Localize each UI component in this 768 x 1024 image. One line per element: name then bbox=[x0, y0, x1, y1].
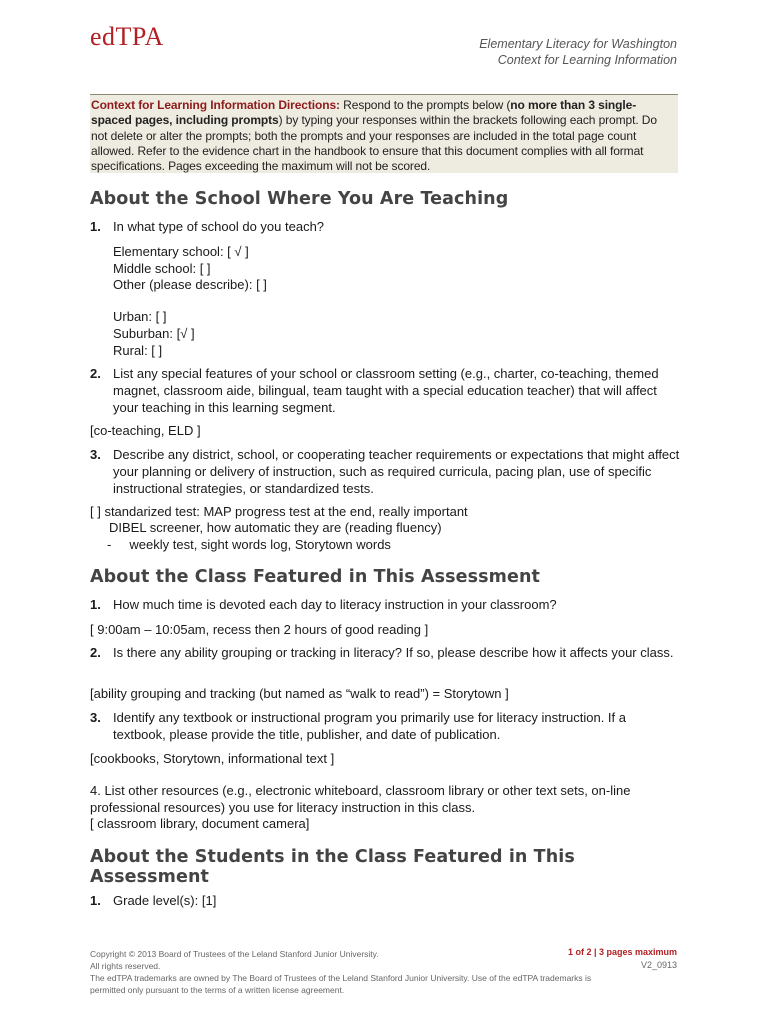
version-label: V2_0913 bbox=[640, 960, 677, 970]
footer-copyright-line-1: Copyright © 2013 Board of Trustees of the Leland Stanford Junior University. bbox=[90, 949, 379, 959]
setting-urban: Urban: [ ] bbox=[113, 309, 167, 324]
footer-trademark-line-1: The edTPA trademarks are owned by The Board of Trustees of the Leland Stanford Junior University. Use of the edTPA trademarks is bbox=[90, 973, 592, 983]
header-doc-title: Context for Learning Information bbox=[497, 52, 677, 67]
school-question-1 bbox=[90, 218, 690, 235]
class-question-2 bbox=[90, 644, 680, 661]
class-answer-1: [ 9:00am – 10:05am, recess then 2 hours of good reading ] bbox=[90, 622, 429, 637]
question-text: Identify any textbook or instructional program you primarily use for literacy instruction. If a textbook, please provide the title, publisher, and date of publication. bbox=[113, 710, 626, 742]
class-answer-3: [cookbooks, Storytown, informational text ] bbox=[90, 751, 335, 766]
school-type-elementary: Elementary school: [ √ ] bbox=[113, 244, 249, 259]
question-text: List any special features of your school or classroom setting (e.g., charter, co-teaching, themed magnet, classroom aide, bilingual, team taught with a special education teacher) that will affect your teaching in this learning segment. bbox=[113, 366, 659, 415]
class-question-1 bbox=[90, 596, 690, 613]
school-type-middle: Middle school: [ ] bbox=[113, 261, 211, 276]
question-text: How much time is devoted each day to literacy instruction in your classroom? bbox=[113, 597, 557, 612]
directions-lead: Context for Learning Information Directions: bbox=[91, 98, 340, 112]
question-number: 3. bbox=[90, 710, 101, 725]
class-question-4 bbox=[90, 782, 675, 816]
setting-suburban: Suburban: [√ ] bbox=[113, 326, 195, 341]
question-number: 1. bbox=[90, 893, 101, 908]
directions-text-2: ) by typing your responses within the brackets following each prompt. Do not delete or alter the prompts; both the prompts and your responses are included in the total page count allowed. Refer to the evidence chart in the handbook to ensure that this document complies with all format specifications. Pages exceeding the maximum will not be scored. bbox=[91, 113, 657, 174]
directions-text-1: Respond to the prompts below ( bbox=[339, 98, 511, 112]
section-class-title: About the Class Featured in This Assessment bbox=[90, 567, 540, 587]
students-question-1 bbox=[90, 892, 690, 909]
class-question-3 bbox=[90, 709, 670, 743]
section-students-title-line-1: About the Students in the Class Featured in This bbox=[90, 847, 575, 867]
section-students-title bbox=[90, 847, 575, 887]
footer-trademark-line-2: permitted only pursuant to the terms of a written license agreement. bbox=[90, 985, 345, 995]
class-answer-4: [ classroom library, document camera] bbox=[90, 816, 310, 831]
section-students-title-line-2: Assessment bbox=[90, 867, 210, 887]
school-question-3 bbox=[90, 446, 682, 497]
school-question-2 bbox=[90, 365, 662, 416]
class-answer-2: [ability grouping and tracking (but named as “walk to read”) = Storytown ] bbox=[90, 686, 509, 701]
question-number: 2. bbox=[90, 366, 101, 381]
document-header bbox=[479, 37, 677, 68]
question-text: Grade level(s): [1] bbox=[113, 893, 217, 908]
question-text: Describe any district, school, or cooperating teacher requirements or expectations that might affect your planning or delivery of instruction, such as required curricula, pacing plan, use of specific instructional strategies, or standardized tests. bbox=[113, 447, 680, 496]
question-text: Is there any ability grouping or tracking in literacy? If so, please describe how it affects your class. bbox=[113, 645, 674, 660]
question-number: 2. bbox=[90, 645, 101, 660]
edtpa-logo: edTPA bbox=[90, 22, 164, 51]
school-answer-3-line-1: [ ] standarized test: MAP progress test at the end, really important bbox=[90, 504, 468, 519]
page-count: 1 of 2 | 3 pages maximum bbox=[567, 947, 677, 957]
question-number: 1. bbox=[90, 219, 101, 234]
school-type-other: Other (please describe): [ ] bbox=[113, 277, 267, 292]
question-text: 4. List other resources (e.g., electronic whiteboard, classroom library or other text sets, on-line professional resources) you use for literacy instruction in this class. bbox=[90, 783, 631, 815]
footer-page-info bbox=[568, 946, 677, 972]
setting-rural: Rural: [ ] bbox=[113, 343, 163, 358]
school-answer-3-line-2: DIBEL screener, how automatic they are (reading fluency) bbox=[109, 520, 442, 535]
directions-bold: no more than 3 single-spaced pages, including prompts bbox=[91, 98, 637, 128]
school-answer-2: [co-teaching, ELD ] bbox=[90, 423, 201, 438]
footer-copyright bbox=[90, 948, 591, 996]
question-text: In what type of school do you teach? bbox=[113, 219, 325, 234]
school-answer-3-line-3: - weekly test, sight words log, Storytown words bbox=[107, 537, 391, 552]
footer-copyright-line-2: All rights reserved. bbox=[90, 961, 161, 971]
header-subject: Elementary Literacy for Washington bbox=[479, 37, 677, 51]
question-number: 3. bbox=[90, 447, 101, 462]
question-number: 1. bbox=[90, 597, 101, 612]
section-school-title: About the School Where You Are Teaching bbox=[90, 189, 509, 209]
directions-box bbox=[90, 94, 678, 173]
